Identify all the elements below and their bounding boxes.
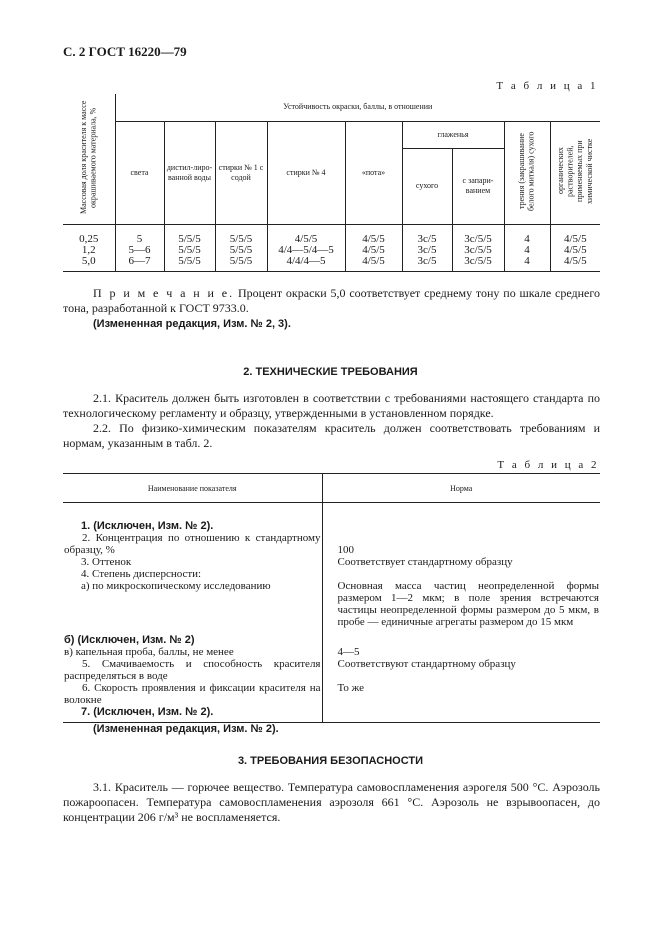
table-row: в) капельная проба, баллы, не менее 4—5 bbox=[64, 646, 360, 658]
col-norm-header: Норма bbox=[322, 474, 600, 503]
col-sweat-header: «пота» bbox=[345, 121, 402, 224]
table-row: 6. Скорость проявления и фиксации красителя на волокне То же bbox=[64, 682, 364, 706]
section2-title: 2. ТЕХНИЧЕСКИЕ ТРЕБОВАНИЯ bbox=[243, 366, 418, 378]
table1-note: П р и м е ч а н и е. Процент окраски 5,0 соответствует среднему тону по шкале среднего тона, разработанной к ГОСТ 9733.0. bbox=[63, 286, 600, 315]
section3-text bbox=[63, 780, 600, 825]
table2-caption: Т а б л и ц а 2 bbox=[497, 459, 599, 471]
col-dry-header: сухого bbox=[402, 148, 452, 224]
table-row: 3. Оттенок Соответствует стандартному образцу bbox=[63, 556, 600, 568]
ironing-header: глаженья bbox=[402, 121, 504, 148]
section3-title: 3. ТРЕБОВАНИЯ БЕЗОПАСНОСТИ bbox=[237, 755, 424, 767]
table-row: 1,2 5—6 5/5/5 5/5/5 4/4—5/4—5 4/5/5 3с/5 3с/5/5 4 4/5/5 bbox=[63, 245, 600, 256]
col-wash1-header: стирки № 1 с содой bbox=[215, 121, 267, 224]
edition-note-1: (Измененная редакция, Изм. № 2, 3). bbox=[93, 318, 291, 330]
table-row: 5. Смачиваемость и способность красителя распределяться в воде Соответствуют стандартному образцу bbox=[64, 658, 516, 682]
col-solvents-header: органических растворителей, применяемых при химической чистке bbox=[550, 121, 600, 224]
table-row: 7. (Исключен, Изм. № 2). bbox=[63, 706, 600, 723]
col-water-header: дистил-лиро-ванной воды bbox=[164, 121, 215, 224]
table-row: а) по микроскопическому исследованию Основная масса частиц неопределенной формы размером 1—2 мкм; в поле зрения встречаются частицы неопределенной формы размером до 5 мкм, в пробе — единичные агрегаты размером до 15 мкм bbox=[63, 580, 600, 628]
col-steam-header: с запари-ванием bbox=[452, 148, 504, 224]
para-2-2: 2.2. По физико-химическим показателям краситель должен соответствовать требованиям и нормам, указанным в табл. 2. bbox=[63, 421, 600, 450]
table-row: 1. (Исключен, Изм. № 2). bbox=[63, 503, 600, 533]
table-row: 4. Степень дисперсности: bbox=[63, 568, 600, 580]
col-mass-header: Массовая доля красителя к массе окрашиваемого материала, % bbox=[63, 94, 115, 224]
page-header: С. 2 ГОСТ 16220—79 bbox=[63, 44, 187, 59]
para-2-1: 2.1. Краситель должен быть изготовлен в соответствии с требованиями настоящего стандарта по технологическому регламенту и образцу, утвержденными в установленном порядке. bbox=[63, 391, 600, 420]
edition-note-2: (Измененная редакция, Изм. № 2). bbox=[93, 723, 279, 735]
col-wash4-header: стирки № 4 bbox=[267, 121, 345, 224]
table1-caption: Т а б л и ц а 1 bbox=[496, 80, 598, 92]
table2 bbox=[63, 473, 600, 723]
col-friction-header: трения (закрашивание белого миткаля) сухого bbox=[504, 121, 550, 224]
table1 bbox=[63, 94, 600, 272]
col-light-header: света bbox=[115, 121, 164, 224]
section2-text bbox=[63, 391, 600, 451]
group-header: Устойчивость окраски, баллы, в отношении bbox=[115, 94, 600, 121]
table-row: 0,25 5 5/5/5 5/5/5 4/5/5 4/5/5 3с/5 3с/5/5 4 4/5/5 bbox=[63, 224, 600, 245]
para-3-1: 3.1. Краситель — горючее вещество. Температура самовоспламенения аэрогеля 500 °С. Аэрозоль пожароопасен. Температура самовоспламенения аэрозоля 661 °С. Аэрозоль не взрывоопасен, до концентрации 206 г/м³ не воспламеняется. bbox=[63, 780, 600, 824]
table-row: 2. Концентрация по отношению к стандартному образцу, % 100 bbox=[64, 532, 354, 556]
table-row: 5,0 6—7 5/5/5 5/5/5 4/4/4—5 4/5/5 3с/5 3с/5/5 4 4/5/5 bbox=[63, 256, 600, 272]
col-name-header: Наименование показателя bbox=[63, 474, 322, 503]
table-row: б) (Исключен, Изм. № 2) bbox=[63, 628, 600, 646]
